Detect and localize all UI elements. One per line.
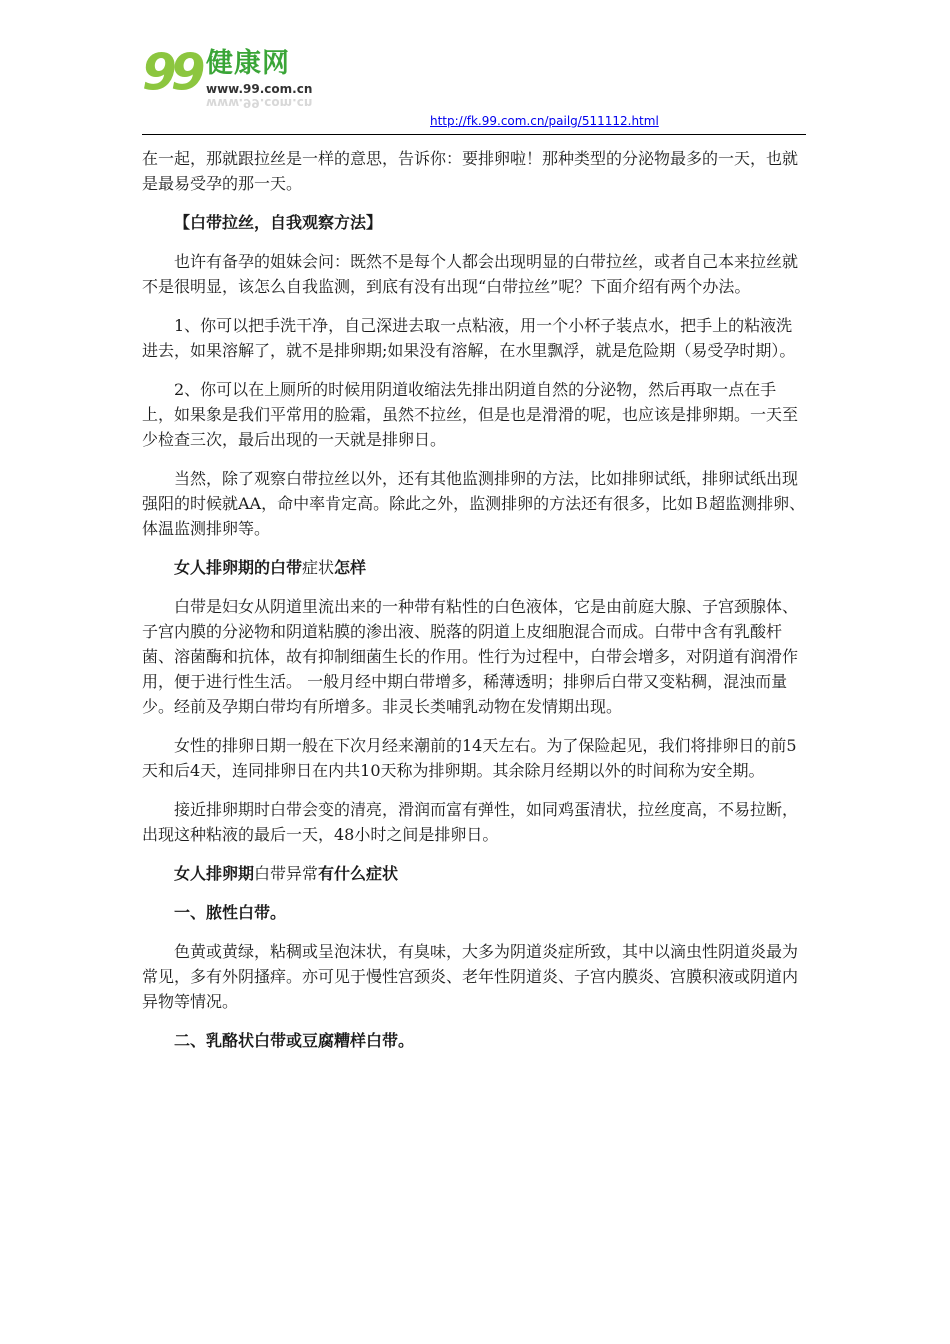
subheading-curd-like: 二、乳酪状白带或豆腐糟样白带。 (174, 1031, 415, 1050)
source-link[interactable]: http://fk.99.com.cn/pailg/511112.html (430, 114, 659, 128)
heading-part: 女人排卵期的白带 (174, 558, 303, 577)
heading-part: 白带异常 (254, 864, 319, 883)
paragraph-other-methods: 当然，除了观察白带拉丝以外，还有其他监测排卵的方法，比如排卵试纸，排卵试纸出现强阳的时候就AA，命中率肯定高。除此之外，监测排卵的方法还有很多，比如Ｂ超监测排卵、体温监测排卵等。 (142, 469, 806, 538)
header-divider (142, 134, 806, 135)
paragraph-method-1: 1、你可以把手洗干净，自己深进去取一点粘液，用一个小杯子装点水，把手上的粘液洗进去，如果溶解了，就不是排卵期;如果没有溶解，在水里飘浮，就是危险期（易受孕时期）。 (142, 316, 796, 360)
logo-url-reflection: www.99.com.cn (206, 96, 313, 110)
paragraph-ovulation-date: 女性的排卵日期一般在下次月经来潮前的14天左右。为了保险起见，我们将排卵日的前5天和后4天，连同排卵日在内共10天称为排卵期。其余除月经期以外的时间称为安全期。 (142, 736, 797, 780)
section-heading-abnormal (142, 861, 806, 886)
logo-url: www.99.com.cn (206, 82, 313, 96)
heading-part: 有什么症状 (318, 864, 399, 883)
heading-part: 怎样 (334, 558, 367, 577)
section-heading-self-observation: 【白带拉丝，自我观察方法】 (174, 213, 383, 232)
subheading-purulent: 一、脓性白带。 (174, 903, 287, 922)
paragraph-method-2: 2、你可以在上厕所的时候用阴道收缩法先排出阴道自然的分泌物，然后再取一点在手上，如果象是我们平常用的脸霜，虽然不拉丝，但是也是滑滑的呢，也应该是排卵期。一天至少检查三次，最后出现的一天就是排卵日。 (142, 380, 799, 449)
page-header (142, 44, 806, 136)
heading-part: 女人排卵期 (174, 864, 255, 883)
article-body (142, 146, 806, 1067)
paragraph-question: 也许有备孕的姐妹会问：既然不是每个人都会出现明显的白带拉丝，或者自己本来拉丝就不是很明显，该怎么自我监测，到底有没有出现“白带拉丝”呢？下面介绍有两个办法。 (142, 252, 799, 296)
section-heading-symptoms (142, 555, 806, 580)
heading-part: 症状 (302, 558, 335, 577)
paragraph-leucorrhea-definition: 白带是妇女从阴道里流出来的一种带有粘性的白色液体，它是由前庭大腺、子宫颈腺体、子宫内膜的分泌物和阴道粘膜的渗出液、脱落的阴道上皮细胞混合而成。白带中含有乳酸杆菌、溶菌酶和抗体，故有抑制细菌生长的作用。性行为过程中，白带会增多，对阴道有润滑作用，便于进行性生活。 一般月经中期白带增多，稀薄透明；排卵后白带又变粘稠，混浊而量少。经前及孕期白带均有所增多。非灵长类哺乳动物在发情期出现。 (142, 597, 799, 716)
logo-name: 健康网 (206, 48, 290, 79)
paragraph-near-ovulation: 接近排卵期时白带会变的清亮，滑润而富有弹性，如同鸡蛋清状，拉丝度高，不易拉断，出现这种粘液的最后一天，48小时之间是排卵日。 (142, 800, 799, 844)
paragraph-intro: 在一起，那就跟拉丝是一样的意思，告诉你：要排卵啦！那种类型的分泌物最多的一天，也就是最易受孕的那一天。 (142, 149, 799, 193)
site-logo[interactable] (142, 44, 362, 132)
paragraph-purulent: 色黄或黄绿，粘稠或呈泡沫状，有臭味，大多为阴道炎症所致，其中以滴虫性阴道炎最为常见，多有外阴搔痒。亦可见于慢性宫颈炎、老年性阴道炎、子宫内膜炎、宫膜积液或阴道内异物等情况。 (142, 942, 799, 1011)
logo-number: 99 (142, 43, 200, 101)
